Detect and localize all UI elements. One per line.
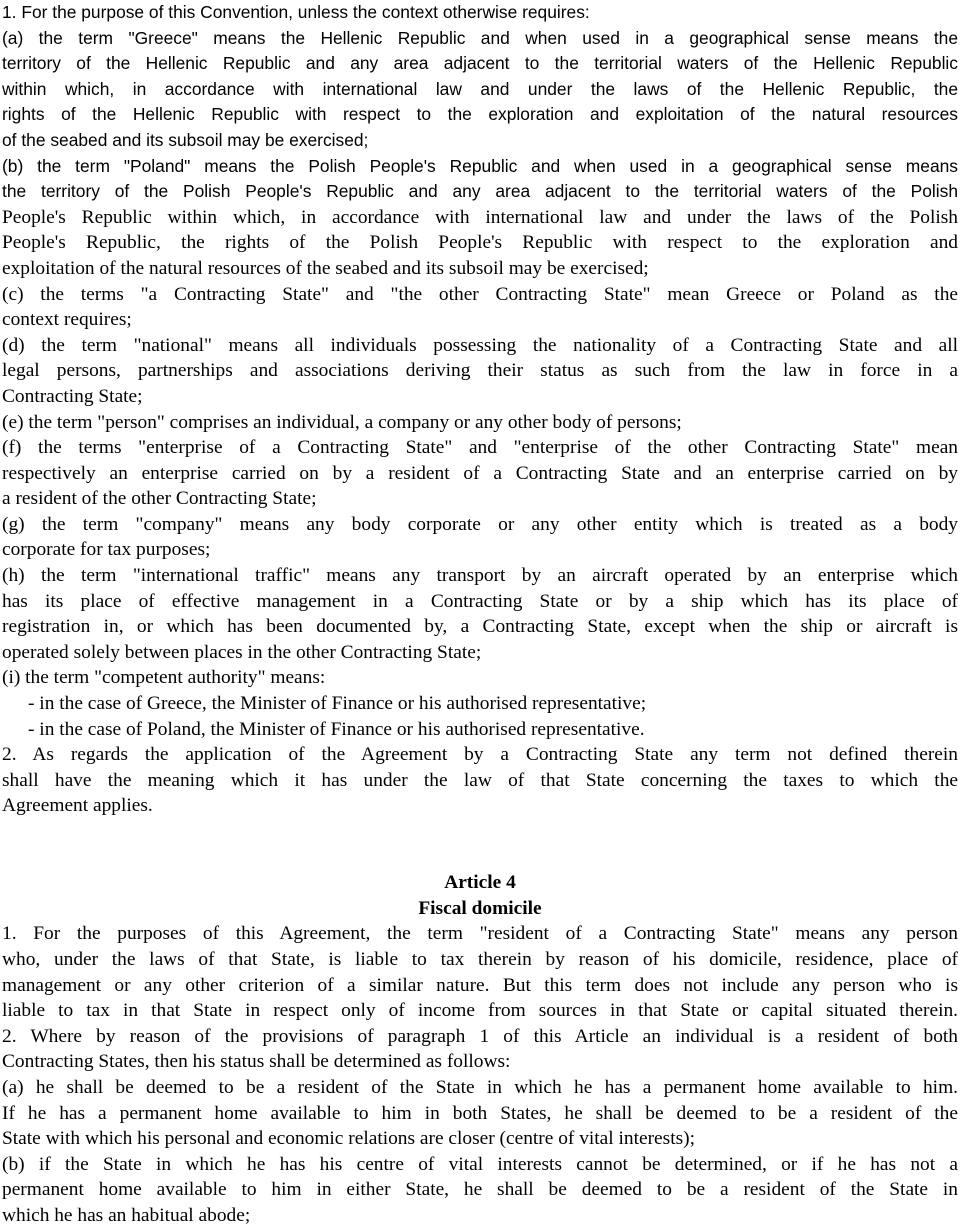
- text-line: (b) if the State in which he has his centre of vital interests cannot be determined, or if he has not a: [2, 1153, 958, 1175]
- text-line: operated solely between places in the other Contracting State;: [2, 641, 482, 663]
- text-line: corporate for tax purposes;: [2, 539, 211, 561]
- text-line: (g) the term "company" means any body corporate or any other entity which is treated as a body: [2, 513, 958, 535]
- text-line: (d) the term "national" means all individuals possessing the nationality of a Contracting State and all: [2, 334, 958, 356]
- text-line: which he has an habitual abode;: [2, 1204, 251, 1226]
- text-line: People's Republic within which, in accordance with international law and under the laws of the Polish: [2, 206, 958, 228]
- text-line: 2. As regards the application of the Agreement by a Contracting State any term not defined therein: [2, 744, 958, 766]
- text-line: has its place of effective management in a Contracting State or by a ship which has its place of: [2, 590, 958, 612]
- text-line: (h) the term "international traffic" means any transport by an aircraft operated by an enterprise which: [2, 565, 958, 587]
- text-line: (a) he shall be deemed to be a resident of the State in which he has a permanent home available to him.: [2, 1076, 958, 1098]
- text-line: of the seabed and its subsoil may be exercised;: [2, 129, 369, 150]
- text-line: (f) the terms "enterprise of a Contracting State" and "enterprise of the other Contracting State" mean: [2, 437, 958, 459]
- text-line: 2. Where by reason of the provisions of paragraph 1 of this Article an individual is a resident of both: [2, 1025, 958, 1047]
- text-line: exploitation of the natural resources of the seabed and its subsoil may be exercised;: [2, 257, 649, 279]
- text-line: context requires;: [2, 309, 132, 331]
- text-line: (a) the term "Greece" means the Hellenic Republic and when used in a geographical sense means the: [2, 27, 958, 48]
- text-line: If he has a permanent home available to him in both States, he shall be deemed to be a resident of the: [2, 1102, 958, 1124]
- article-4-body: [2, 921, 958, 1228]
- text-line: management or any other criterion of a similar nature. But this term does not include any person who is: [2, 974, 958, 996]
- text-line: liable to tax in that State in respect only of income from sources in that State or capital situated therein.: [2, 1000, 958, 1022]
- text-line: 1. For the purposes of this Agreement, the term "resident of a Contracting State" means any person: [2, 923, 958, 945]
- text-line: - in the case of Poland, the Minister of Finance or his authorised representative.: [28, 718, 645, 740]
- text-line: Agreement applies.: [2, 795, 153, 817]
- text-line: shall have the meaning which it has under the law of that State concerning the taxes to which the: [2, 769, 958, 791]
- text-line: legal persons, partnerships and associations deriving their status as such from the law in force in a: [2, 360, 958, 382]
- text-line: (c) the terms "a Contracting State" and "the other Contracting State" mean Greece or Poland as the: [2, 283, 958, 305]
- text-line: Contracting States, then his status shall be determined as follows:: [2, 1051, 511, 1073]
- article-title-heading: Fiscal domicile: [418, 897, 542, 919]
- text-line: the territory of the Polish People's Republic and any area adjacent to the territorial waters of the Polish: [2, 181, 958, 202]
- text-line: People's Republic, the rights of the Polish People's Republic with respect to the exploration and: [2, 232, 958, 254]
- text-line: who, under the laws of that State, is liable to tax therein by reason of his domicile, residence, place of: [2, 948, 958, 970]
- blank-line: [2, 845, 958, 871]
- text-line: (b) the term "Poland" means the Polish People's Republic and when used in a geographical sense means: [2, 155, 958, 176]
- text-line: respectively an enterprise carried on by a resident of a Contracting State and an enterprise carried on by: [2, 462, 958, 484]
- article-number-heading: Article 4: [444, 872, 516, 894]
- article-3-definitions: [2, 0, 958, 819]
- text-line: (e) the term "person" comprises an individual, a company or any other body of persons;: [2, 411, 682, 433]
- text-line: 1. For the purpose of this Convention, unless the context otherwise requires:: [2, 2, 590, 22]
- text-line: permanent home available to him in either State, he shall be deemed to be a resident of the State in: [2, 1179, 958, 1201]
- text-line: within which, in accordance with international law and under the laws of the Hellenic Republic, the: [2, 78, 958, 99]
- text-line: Contracting State;: [2, 385, 143, 407]
- text-line: State with which his personal and economic relations are closer (centre of vital interests);: [2, 1128, 695, 1150]
- blank-line: [2, 819, 958, 845]
- text-line: a resident of the other Contracting State;: [2, 488, 317, 510]
- text-line: rights of the Hellenic Republic with respect to the exploration and exploitation of the natural resources: [2, 104, 958, 125]
- text-line: - in the case of Greece, the Minister of Finance or his authorised representative;: [28, 693, 647, 715]
- text-line: registration in, or which has been documented by, a Contracting State, except when the ship or aircraft is: [2, 616, 958, 638]
- text-line: territory of the Hellenic Republic and any area adjacent to the territorial waters of the Hellenic Republic: [2, 53, 958, 74]
- text-line: (i) the term "competent authority" means:: [2, 667, 326, 689]
